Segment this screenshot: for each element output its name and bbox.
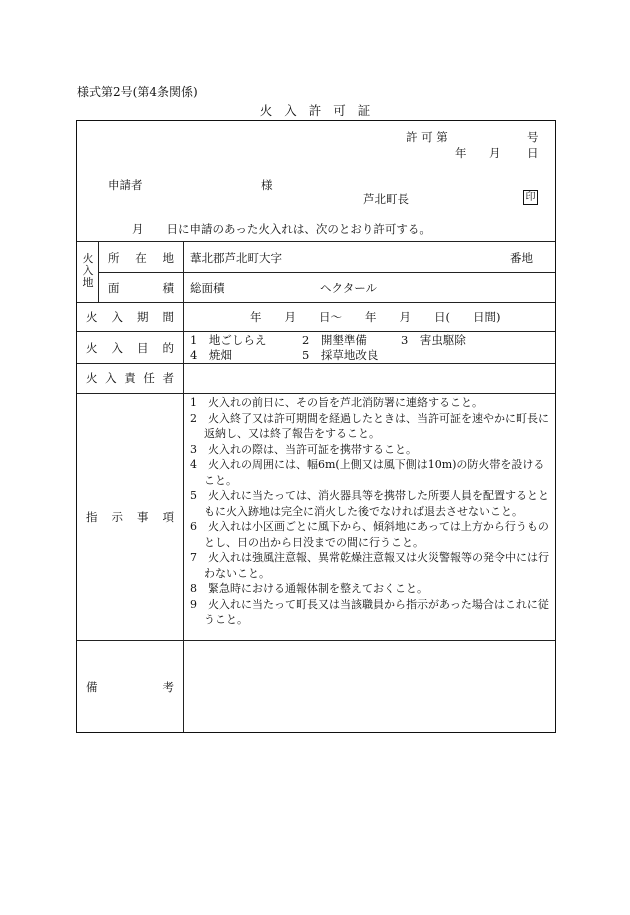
applicant-label: 申請者 [108,178,143,192]
period-label-char: 期 [137,310,149,324]
row-divider [98,272,555,273]
form-label: 様式第2号(第4条関係) [77,85,198,99]
purpose-option-3: 3 害虫駆除 [401,333,466,347]
issuer-name: 芦北町長 [363,192,409,206]
responsible-label-char: 責 [124,371,136,385]
site-group-char: 入 [82,264,94,277]
instruction-item: 4 火入れの周囲には、幅6m(上側又は風下側は10m)の防火帯を設けること。 [190,458,545,487]
row-divider [77,331,555,332]
instructions-label-char: 示 [111,510,123,524]
permit-number-suffix: 号 [527,130,539,144]
instruction-item: 7 火入れは強風注意報、異常乾燥注意報又は火災警報等の発令中には行わないこと。 [190,551,549,580]
period-value: 年 月 日～ 年 月 日( 日間) [250,310,501,324]
responsible-label-char: 火 [86,371,98,385]
period-label-char: 入 [111,310,123,324]
purpose-label-char: 入 [111,341,123,355]
site-group-label [82,253,94,289]
permit-date-day: 日 [527,146,539,160]
instruction-item: 3 火入れの際は、当許可証を携帯すること。 [190,442,417,456]
location-label-char: 地 [162,251,174,265]
remarks-label-char: 備 [86,680,98,694]
row-divider [77,363,555,364]
honorific: 様 [261,178,273,192]
location-label-char: 所 [108,251,120,265]
row-divider [77,241,555,242]
instruction-item: 5 火入れに当たっては、消火器具等を携帯した所要人員を配置するとともに火入跡地は完全に消火した後でなければ退去させないこと。 [190,489,549,518]
permit-date-year: 年 [455,146,467,160]
row-divider [77,302,555,303]
row-divider [77,640,555,641]
instruction-item: 9 火入れに当たって町長又は当該職員から指示があった場合はこれに従うこと。 [190,597,549,626]
purpose-option-1: 1 地ごしらえ [190,333,267,347]
location-label-char: 在 [135,251,147,265]
purpose-label [86,341,174,355]
area-unit: ヘクタール [320,281,378,295]
area-label-char: 積 [162,281,174,295]
permit-number-prefix: 許 可 第 [406,130,448,144]
responsible-label-char: 任 [143,371,155,385]
responsible-label [86,371,174,385]
permit-statement: 月 日に申請のあった火入れは、次のとおり許可する。 [132,222,431,236]
remarks-label-char: 考 [162,680,174,694]
remarks-label [86,680,174,694]
site-group-char: 地 [82,276,94,289]
instruction-item: 8 緊急時における通報体制を整えておくこと。 [190,582,428,595]
instructions-label-char: 事 [137,510,149,524]
instructions-label-char: 項 [162,510,174,524]
instruction-item: 2 火入終了又は許可期間を経過したときは、当許可証を速やかに町長に返納し、又は終了報告をすること。 [190,411,549,440]
period-label [86,310,174,324]
area-label-char: 面 [108,281,120,295]
location-suffix: 番地 [510,251,533,265]
instruction-item: 6 火入れは小区画ごとに風下から、傾斜地にあっては上方から行うものとし、日の出から日没までの間に行うこと。 [190,520,549,549]
instructions-list [190,395,552,628]
instructions-label-char: 指 [86,510,98,524]
permit-date-month: 月 [489,146,501,160]
site-group-char: 火 [82,252,94,265]
purpose-option-2: 2 開墾準備 [302,333,367,347]
responsible-label-char: 者 [162,371,174,385]
column-divider [183,241,184,732]
area-label [108,281,174,295]
column-divider [98,241,99,302]
period-label-char: 火 [86,310,98,324]
instructions-label [86,510,174,524]
period-label-char: 間 [162,310,174,324]
instruction-item: 1 火入れの前日に、その旨を芦北消防署に連絡すること。 [190,396,483,409]
purpose-label-char: 火 [86,341,98,355]
location-label [108,251,174,265]
purpose-label-char: 的 [162,341,174,355]
seal-stamp: 印 [523,190,538,205]
area-value-label: 総面積 [190,281,225,295]
purpose-label-char: 目 [137,341,149,355]
location-value: 葦北郡芦北町大字 [190,251,282,265]
purpose-option-4: 4 焼畑 [190,348,232,362]
document-title: 火入許可証 [259,103,383,118]
row-divider [77,393,555,394]
responsible-label-char: 入 [105,371,117,385]
purpose-option-5: 5 採草地改良 [302,348,379,362]
